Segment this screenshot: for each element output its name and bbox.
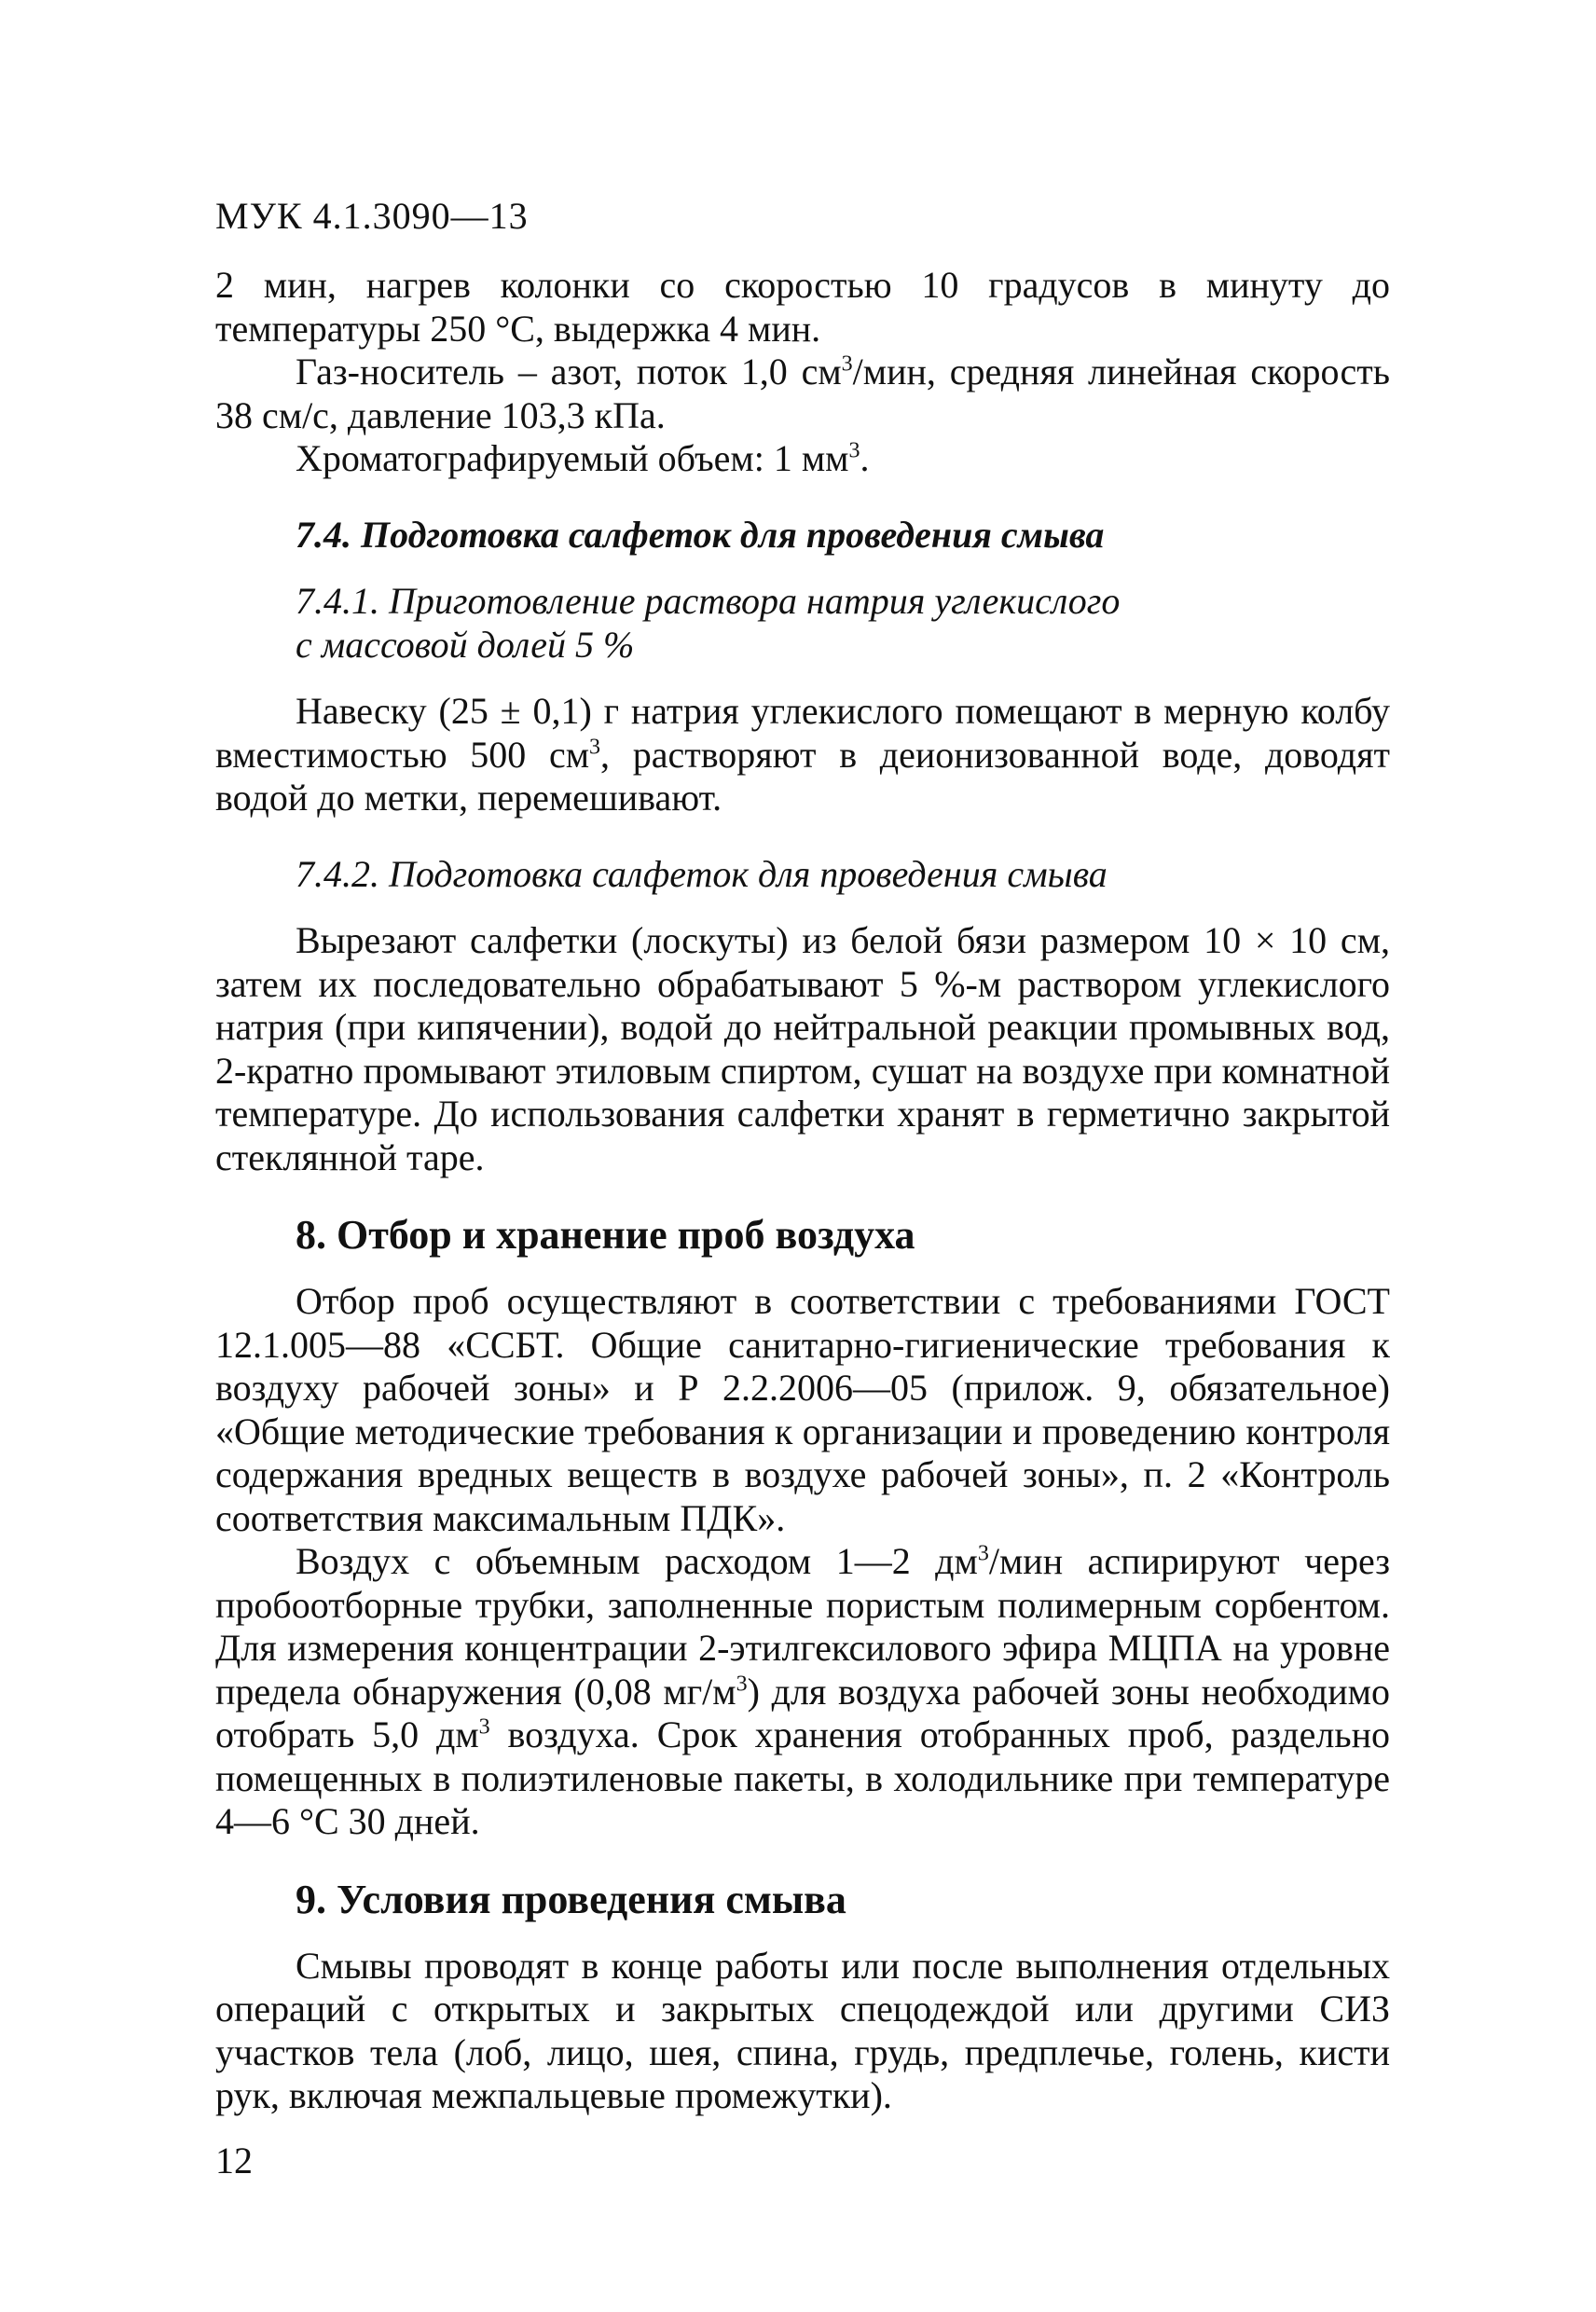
text-segment: Хроматографируемый объем: 1 мм <box>296 437 849 479</box>
superscript: 3 <box>589 735 601 760</box>
document-code-header: МУК 4.1.3090—13 <box>215 195 529 237</box>
section-heading-9: 9. Условия проведения смыва <box>296 1876 846 1922</box>
paragraph-wash-conditions: Смывы проводят в конце работы или после выполнения отдельных операций с открытых и закрытых спецодеждой или другими СИЗ участков тела (лоб, лицо, шея, спина, грудь, предплечье, голень, кисти рук, включая межпальцевые промежутки). <box>215 1944 1390 2116</box>
subsection-heading-7-4-2: 7.4.2. Подготовка салфеток для проведения смыва <box>296 852 1108 895</box>
section-heading-8: 8. Отбор и хранение проб воздуха <box>296 1212 915 1258</box>
text-segment: /мин, средняя линейная скорость 38 см/с, давление 103,3 кПа. <box>215 351 1390 436</box>
paragraph-injection-volume <box>215 437 1390 481</box>
text-segment: воздуха. Срок хранения отобранных проб, раздельно помещенных в полиэтиленовые пакеты, в холодильнике при температуре 4—6 °С 30 дней. <box>215 1713 1390 1842</box>
page-content <box>215 264 1390 2118</box>
superscript: 3 <box>848 438 860 463</box>
subsection-heading-7-4-1-line1: 7.4.1. Приготовление раствора натрия углекислого <box>296 580 1121 622</box>
text-segment: Навеску (25 ± 0,1) г натрия углекислого помещают в мерную колбу вместимостью 500 см <box>215 690 1390 776</box>
superscript: 3 <box>478 1714 490 1740</box>
paragraph-air-sampling-standards: Отбор проб осуществляют в соответствии с требованиями ГОСТ 12.1.005—88 «ССБТ. Общие санитарно-гигиенические требования к воздуху рабочей зоны» и Р 2.2.2006—05 (прилож. 9, обязательное) «Общие методические требования к организации и проведению контроля содержания вредных веществ в воздухе рабочей зоны», п. 2 «Контроль соответствия максимальным ПДК». <box>215 1280 1390 1539</box>
paragraph-sodium-carbonate-solution <box>215 690 1390 820</box>
paragraph-wipe-preparation: Вырезают салфетки (лоскуты) из белой бязи размером 10 × 10 см, затем их последовательно обрабатывают 5 %-м раствором углекислого натрия (при кипячении), водой до нейтральной реакции промывных вод, 2-кратно промывают этиловым спиртом, сушат на воздухе при комнатной температуре. До использования салфетки хранят в герметично закрытой стеклянной таре. <box>215 919 1390 1178</box>
text-segment: Газ-носитель – азот, поток 1,0 см <box>296 351 842 392</box>
superscript: 3 <box>841 351 853 377</box>
superscript: 3 <box>736 1672 748 1697</box>
text-segment: Воздух с объемным расходом 1—2 дм <box>296 1540 978 1582</box>
paragraph-chromatography-temp: 2 мин, нагрев колонки со скоростью 10 градусов в минуту до температуры 250 °С, выдержка 4 мин. <box>215 264 1390 350</box>
page-number: 12 <box>215 2140 253 2181</box>
text-segment: . <box>860 437 870 479</box>
subsection-heading-7-4: 7.4. Подготовка салфеток для проведения смыва <box>296 513 1105 556</box>
subsection-heading-7-4-1-line2: с массовой долей 5 % <box>296 623 635 666</box>
text-segment: , растворяют в деионизованной воде, доводят водой до метки, перемешивают. <box>215 733 1390 819</box>
text-segment: ) для воздуха рабочей зоны необходимо отобрать 5,0 дм <box>215 1670 1390 1755</box>
text-segment: /мин аспирируют через пробоотборные трубки, заполненные пористым полимерным сорбентом. Для измерения концентрации 2-этилгексилового эфира МЦПА на уровне предела обнаружения (0,08 мг/м <box>215 1540 1391 1713</box>
paragraph-carrier-gas <box>215 351 1390 437</box>
paragraph-air-sampling-procedure <box>215 1540 1390 1844</box>
superscript: 3 <box>977 1541 989 1566</box>
